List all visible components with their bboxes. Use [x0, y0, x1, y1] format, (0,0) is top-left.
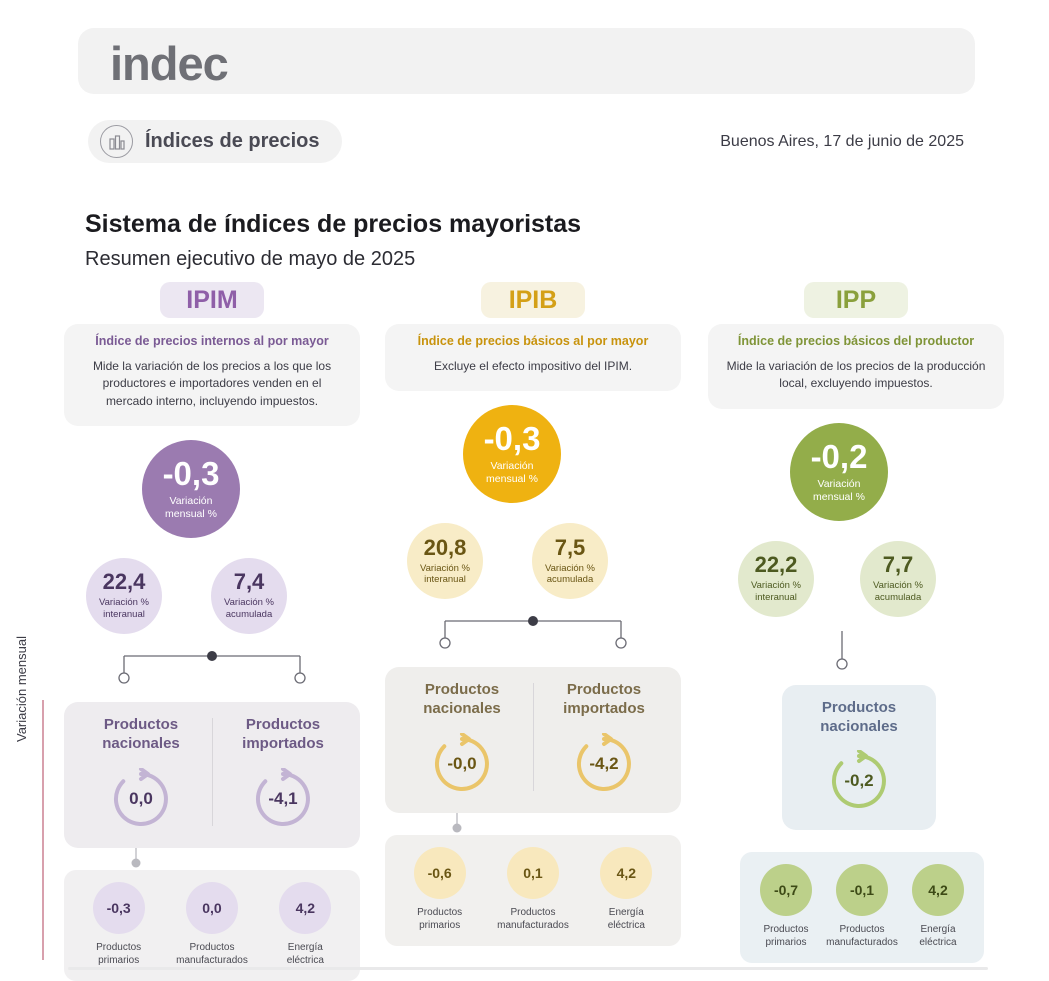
pill-label: Índices de precios — [145, 130, 320, 152]
ipib-chip-primarios-value: -0,6 — [414, 847, 466, 899]
index-code-ipim: IPIM — [160, 282, 264, 318]
ipib-product-importados-title — [533, 681, 675, 719]
ipim-product-nacionales-title — [70, 716, 212, 754]
ipib-chip-primarios-label — [398, 906, 482, 932]
side-rule — [42, 700, 44, 960]
ipp-chip-manufacturados-label — [824, 923, 900, 949]
ipim-interannual-value: 22,4 — [102, 569, 146, 595]
ipp-product-nacionales-ring — [788, 750, 930, 812]
ipim-product-nacionales-title-2: nacionales — [102, 734, 180, 752]
ipib-interannual-caption-2: interanual — [424, 574, 466, 586]
ipp-chip-primarios-label — [748, 923, 824, 949]
ipp-product-nacionales-title-2: nacionales — [820, 717, 898, 735]
ipim-chip-manufacturados-label-2: manufacturados — [176, 954, 248, 966]
ipp-monthly-variation — [790, 423, 888, 521]
ipp-interannual-caption — [751, 580, 801, 604]
ipib-product-importados-title-2: importados — [563, 700, 645, 718]
ipp-chip-energia-value: 4,2 — [912, 864, 964, 916]
ipim-chip-primarios-label — [77, 941, 161, 967]
ipim-chip-energia-value: 4,2 — [279, 882, 331, 934]
ipim-product-nacionales-value: 0,0 — [129, 788, 153, 808]
ipp-accumulated-caption-1: Variación % — [873, 579, 923, 591]
ipp-monthly-caption-1: Variación — [817, 477, 861, 490]
ipim-accumulated-caption — [224, 597, 274, 621]
ipim-interannual-caption-2: interanual — [103, 609, 145, 621]
page-title: Sistema de índices de precios mayoristas — [85, 210, 582, 238]
footer-divider — [68, 967, 988, 970]
ipib-accumulated-caption — [545, 563, 595, 587]
indices-de-precios-pill — [88, 120, 342, 163]
ipim-product-nacionales-ring — [70, 768, 212, 830]
ipib-interannual-caption-1: Variación % — [420, 562, 470, 574]
ipib-product-nacionales-title-2: nacionales — [423, 700, 501, 718]
ipib-chip-energia-label — [584, 906, 668, 932]
ipp-accumulated — [860, 541, 936, 617]
ipim-product-importados-ring — [212, 768, 354, 830]
ipim-chip-manufacturados-value: 0,0 — [186, 882, 238, 934]
column-ipim — [64, 282, 360, 981]
ipim-product-importados-title-1: Productos — [245, 716, 321, 734]
ipim-interannual-caption-1: Variación % — [99, 597, 149, 609]
ipim-accumulated-caption-2: acumulada — [225, 609, 273, 621]
ipp-chip-energia-label-1: Energía — [920, 924, 956, 936]
building-chart-icon — [100, 125, 133, 158]
ipib-product-nacionales-title-1: Productos — [424, 681, 500, 699]
ipib-chip-primarios — [398, 847, 482, 932]
ipim-chip-manufacturados-label — [170, 941, 254, 967]
ipp-chip-connector — [708, 830, 1004, 852]
ipib-monthly-caption-1: Variación — [490, 460, 534, 473]
ipib-accumulated-value: 7,5 — [554, 534, 586, 560]
ipib-monthly-value: -0,3 — [483, 420, 541, 458]
ipib-chip-primarios-label-1: Productos — [417, 906, 463, 918]
ipp-product-nacionales — [788, 699, 930, 813]
ipim-product-nacionales — [70, 716, 212, 830]
ipim-connector — [64, 648, 360, 702]
ipim-accumulated — [211, 558, 287, 634]
ipp-chip-primarios-label-2: primarios — [765, 937, 807, 949]
ipib-description-body: Excluye el efecto impositivo del IPIM. — [433, 359, 633, 373]
ipib-chip-energia-label-1: Energía — [608, 906, 644, 918]
index-code-ipp: IPP — [804, 282, 908, 318]
ipim-chip-primarios-label-1: Productos — [96, 941, 142, 953]
ipib-description-title: Índice de precios básicos al por mayor — [417, 334, 649, 348]
index-code-ipib: IPIB — [481, 282, 585, 318]
ipim-interannual — [86, 558, 162, 634]
ipib-accumulated-caption-2: acumulada — [546, 574, 594, 586]
ipim-secondary-metrics — [64, 558, 360, 648]
ipp-chips-box — [740, 852, 984, 963]
side-label: Variación mensual — [14, 636, 29, 742]
ipim-chip-energia — [263, 882, 347, 967]
publication-date: Buenos Aires, 17 de junio de 2025 — [720, 133, 964, 150]
page-subtitle: Resumen ejecutivo de mayo de 2025 — [85, 248, 416, 270]
ipp-secondary-metrics — [708, 541, 1004, 631]
ipim-product-importados-title — [212, 716, 354, 754]
ipib-product-importados-title-1: Productos — [566, 681, 642, 699]
ipim-monthly-caption — [165, 495, 217, 521]
ipib-connector — [385, 613, 681, 667]
ipib-chips-box — [385, 835, 681, 946]
ipp-chip-manufacturados-label-1: Productos — [839, 924, 885, 936]
ipp-chip-manufacturados-label-2: manufacturados — [826, 937, 898, 949]
ipim-chip-energia-label-2: eléctrica — [286, 954, 324, 966]
ipib-product-nacionales — [391, 681, 533, 795]
ipib-secondary-metrics — [385, 523, 681, 613]
ipp-chip-energia-label — [900, 923, 976, 949]
ipp-description-box — [708, 324, 1004, 409]
ipim-monthly-caption-1: Variación — [169, 495, 213, 508]
ipim-chip-primarios-label-2: primarios — [98, 954, 140, 966]
ipim-product-nacionales-title-1: Productos — [103, 716, 179, 734]
ipp-accumulated-caption-2: acumulada — [874, 591, 922, 603]
ipib-chip-manufacturados-label — [491, 906, 575, 932]
ipp-description-title: Índice de precios básicos del productor — [737, 334, 975, 348]
ipib-main-metric-wrap — [385, 405, 681, 517]
ipim-main-metric-wrap — [64, 440, 360, 552]
ipim-description-body: Mide la variación de los precios a los que los productores e importadores venden en el mercado interno, incluyendo impuestos. — [92, 359, 332, 408]
ipp-products-box — [782, 685, 936, 831]
ipim-chip-manufacturados-label-1: Productos — [189, 941, 235, 953]
ipp-chip-manufacturados-value: -0,1 — [836, 864, 888, 916]
ipim-chips-box — [64, 870, 360, 981]
ipib-product-importados-ring — [533, 733, 675, 795]
ipim-monthly-variation — [142, 440, 240, 538]
ipib-interannual-value: 20,8 — [423, 534, 467, 560]
ipib-product-nacionales-title — [391, 681, 533, 719]
ipib-product-nacionales-ring — [391, 733, 533, 795]
ipim-chip-connector — [64, 848, 360, 870]
ipp-chip-primarios — [748, 864, 824, 949]
ipim-product-importados-title-2: importados — [242, 734, 324, 752]
ipp-chip-primarios-label-1: Productos — [763, 924, 809, 936]
ipim-chip-manufacturados — [170, 882, 254, 967]
ipib-chip-manufacturados-label-2: manufacturados — [497, 919, 569, 931]
ipib-interannual-caption — [420, 563, 470, 587]
ipim-chip-energia-label-1: Energía — [287, 941, 323, 953]
ipim-interannual-caption — [99, 597, 149, 621]
ipp-interannual — [738, 541, 814, 617]
ipib-chip-manufacturados — [491, 847, 575, 932]
ipim-chip-primarios-value: -0,3 — [93, 882, 145, 934]
ipib-product-importados — [533, 681, 675, 795]
ipib-chip-manufacturados-value: 0,1 — [507, 847, 559, 899]
ipib-product-importados-value: -4,2 — [589, 753, 619, 773]
ipp-main-metric-wrap — [708, 423, 1004, 535]
ipp-description-body: Mide la variación de los precios de la producción local, excluyendo impuestos. — [726, 359, 986, 391]
ipp-accumulated-caption — [873, 580, 923, 604]
ipim-monthly-caption-2: mensual % — [165, 508, 217, 521]
ipim-accumulated-caption-1: Variación % — [224, 597, 274, 609]
ipim-products-box — [64, 702, 360, 848]
ipp-chip-energia-label-2: eléctrica — [919, 937, 957, 949]
ipp-monthly-caption — [813, 478, 865, 504]
ipib-accumulated-caption-1: Variación % — [545, 562, 595, 574]
ipp-chip-manufacturados — [824, 864, 900, 949]
ipp-interannual-value: 22,2 — [754, 551, 798, 577]
indec-logo: indec — [110, 37, 228, 90]
ipim-monthly-value: -0,3 — [162, 455, 220, 493]
ipp-chip-primarios-value: -0,7 — [760, 864, 812, 916]
ipim-accumulated-value: 7,4 — [233, 569, 265, 595]
ipib-accumulated — [532, 523, 608, 599]
ipib-monthly-variation — [463, 405, 561, 503]
ipib-chip-primarios-label-2: primarios — [419, 919, 461, 931]
ipim-product-importados — [212, 716, 354, 830]
ipim-chip-energia-label — [263, 941, 347, 967]
ipim-description-box — [64, 324, 360, 426]
ipp-product-nacionales-value: -0,2 — [844, 771, 874, 791]
ipim-chip-primarios — [77, 882, 161, 967]
ipib-product-nacionales-value: -0,0 — [447, 753, 477, 773]
ipp-interannual-caption-2: interanual — [755, 591, 797, 603]
ipib-monthly-caption-2: mensual % — [486, 473, 538, 486]
ipib-products-box — [385, 667, 681, 813]
ipp-monthly-value: -0,2 — [810, 437, 868, 475]
ipib-interannual — [407, 523, 483, 599]
ipib-chip-manufacturados-label-1: Productos — [510, 906, 556, 918]
ipim-description-title: Índice de precios internos al por mayor — [95, 334, 329, 348]
ipib-chip-energia-label-2: eléctrica — [607, 919, 645, 931]
ipp-accumulated-value: 7,7 — [882, 551, 914, 577]
column-ipp — [708, 282, 1004, 963]
ipp-product-nacionales-title — [788, 699, 930, 737]
ipp-product-nacionales-title-1: Productos — [821, 698, 897, 716]
ipp-interannual-caption-1: Variación % — [751, 579, 801, 591]
ipib-chip-energia — [584, 847, 668, 932]
column-ipib — [385, 282, 681, 946]
ipib-description-box — [385, 324, 681, 391]
ipim-product-importados-value: -4,1 — [268, 788, 298, 808]
ipib-chip-connector — [385, 813, 681, 835]
ipib-monthly-caption — [486, 460, 538, 486]
ipp-chip-energia — [900, 864, 976, 949]
ipp-connector — [708, 631, 1004, 685]
ipib-chip-energia-value: 4,2 — [600, 847, 652, 899]
ipp-monthly-caption-2: mensual % — [813, 490, 865, 503]
